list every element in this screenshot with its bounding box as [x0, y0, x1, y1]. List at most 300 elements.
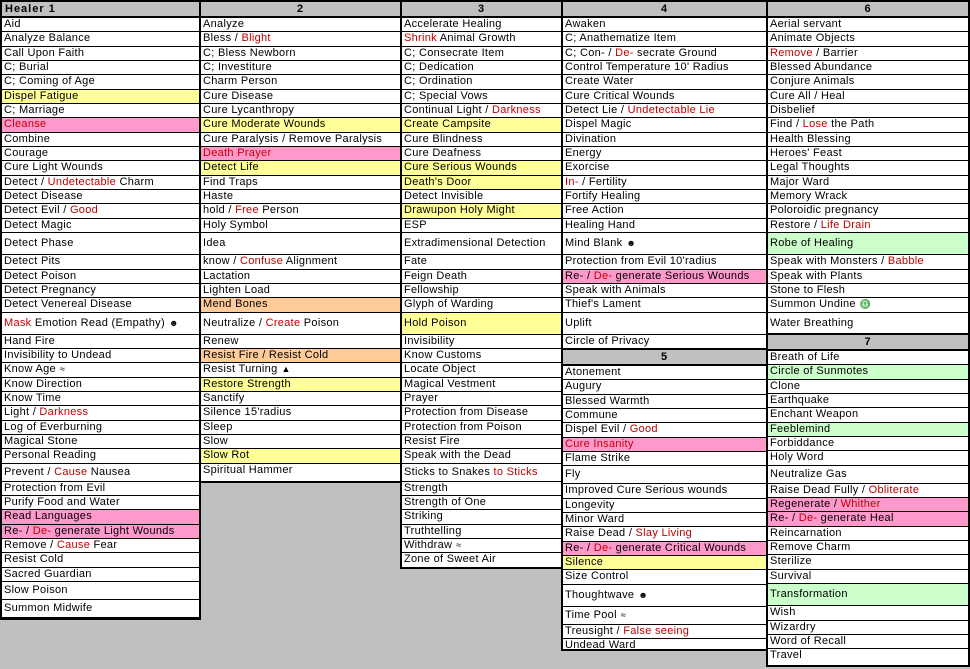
column-header: 6	[768, 2, 968, 18]
spell-row	[768, 394, 968, 408]
spell-text: Confuse	[239, 255, 284, 268]
spell-text: Lactation	[203, 269, 251, 282]
spell-text: Cure Lycanthropy	[203, 104, 295, 117]
spell-text: Resist Fire	[404, 434, 460, 447]
spell-row	[201, 104, 400, 118]
spell-text: Life Drain	[820, 218, 871, 231]
spell-text: / Fertility	[578, 175, 627, 188]
spell-row	[563, 527, 766, 541]
spell-row	[201, 449, 400, 463]
spell-row	[402, 482, 561, 496]
spell-text: Hand Fire	[4, 334, 55, 347]
spell-row	[2, 219, 199, 233]
spell-row	[768, 298, 968, 312]
spell-text: Survival	[770, 569, 812, 582]
spell-text: Remove /	[4, 539, 57, 551]
spell-text: Create Water	[565, 75, 634, 88]
spell-text: Mind Blank	[565, 237, 623, 250]
spell-row	[563, 147, 766, 161]
spell-text: Cure Paralysis / Remove Paralysis	[203, 132, 383, 145]
spell-row	[768, 255, 968, 269]
spell-row	[2, 378, 199, 392]
spell-row	[2, 18, 199, 32]
spell-text: Sanctify	[203, 391, 245, 404]
spell-row	[768, 555, 968, 569]
spell-text: Nausea	[87, 465, 131, 478]
spell-text: Robe of Healing	[770, 237, 854, 250]
spell-text: Strength	[404, 481, 448, 494]
spell-text: Legal Thoughts	[770, 161, 850, 174]
spell-row	[768, 90, 968, 104]
spell-text: Animate Objects	[770, 32, 856, 45]
spell-row	[768, 408, 968, 422]
spell-text: Re- /	[4, 524, 33, 537]
spell-text: Find Traps	[203, 175, 258, 188]
spell-text: Neutralize /	[203, 316, 266, 329]
spell-row	[402, 61, 561, 75]
spell-text: De-	[32, 524, 52, 537]
spell-text: Raise Dead /	[565, 527, 636, 540]
spell-row	[2, 600, 199, 618]
spell-row	[768, 147, 968, 161]
spell-row	[201, 421, 400, 435]
spell-text: Protection from Evil 10'radius	[565, 255, 717, 268]
column-header: 4	[563, 2, 766, 18]
spell-row	[402, 449, 561, 463]
spell-text: C; Investiture	[203, 61, 273, 74]
spell-text: Undetectable Lie	[627, 104, 715, 117]
spell-row	[2, 104, 199, 118]
column-3	[400, 0, 563, 569]
spell-row	[563, 118, 766, 132]
spell-text: Know Customs	[404, 348, 482, 361]
spell-text: Silence	[565, 556, 604, 569]
spell-row	[768, 621, 968, 635]
spell-row	[402, 204, 561, 218]
spell-row	[2, 298, 199, 312]
spell-row	[768, 190, 968, 204]
spell-text: Circle of Privacy	[565, 334, 650, 347]
spell-text: Speak with Animals	[565, 283, 666, 296]
spell-text: Protection from Evil	[4, 481, 106, 494]
spell-row	[768, 584, 968, 606]
spell-row	[2, 233, 199, 255]
spell-row	[768, 75, 968, 89]
spell-text: In-	[565, 175, 579, 188]
spell-row	[768, 541, 968, 555]
column-header: 7	[768, 335, 968, 351]
spell-text: Slow Rot	[203, 449, 250, 462]
spell-text: Detect Pregnancy	[4, 283, 97, 296]
spell-text: Person	[258, 204, 299, 217]
spell-row	[563, 61, 766, 75]
spell-row	[2, 496, 199, 510]
spell-row	[2, 349, 199, 363]
spell-text: Water Breathing	[770, 316, 854, 329]
spell-row	[201, 435, 400, 449]
spell-text: Darkness	[39, 406, 89, 419]
spell-text: Cure Blindness	[404, 132, 483, 145]
spell-text: C; Marriage	[4, 104, 65, 117]
spell-text: Good	[69, 204, 99, 217]
spell-text: Whither	[840, 498, 881, 511]
spell-text: Health Blessing	[770, 132, 851, 145]
spell-text: Call Upon Faith	[4, 46, 85, 59]
spell-row	[2, 464, 199, 482]
spell-text: Magical Vestment	[404, 377, 496, 390]
spell-row	[768, 313, 968, 335]
spell-row	[2, 190, 199, 204]
column-6	[766, 0, 970, 335]
spell-text: Detect Venereal Disease	[4, 298, 132, 311]
spell-text: Improved Cure Serious wounds	[565, 484, 728, 497]
spell-text: Word of Recall	[770, 634, 847, 647]
spell-row	[2, 539, 199, 553]
spell-text: Undetectable	[47, 175, 117, 188]
spell-text: Atonement	[565, 366, 621, 378]
spell-row	[768, 176, 968, 190]
spell-text: Emotion Read (Empathy)	[31, 316, 165, 329]
spell-row	[768, 161, 968, 175]
spell-row	[402, 270, 561, 284]
spell-row	[2, 553, 199, 567]
spell-text: Stone to Flesh	[770, 283, 846, 296]
spell-text: C; Dedication	[404, 61, 474, 74]
spell-row	[2, 510, 199, 524]
spell-text: Earthquake	[770, 394, 830, 407]
spell-row	[563, 585, 766, 607]
moon-icon: ☻	[168, 317, 179, 328]
spell-row	[201, 147, 400, 161]
spell-text: Find /	[770, 118, 803, 131]
spell-text: Circle of Sunmotes	[770, 365, 869, 378]
spell-text: Cure Critical Wounds	[565, 89, 675, 102]
spell-row	[563, 625, 766, 639]
spell-text: Locate Object	[404, 363, 476, 376]
spell-text: Cure Light Wounds	[4, 161, 104, 174]
spell-text: Blight	[241, 32, 271, 45]
spell-row	[563, 204, 766, 218]
spell-text: Truthtelling	[404, 524, 462, 537]
spell-row	[563, 47, 766, 61]
spell-text: Dispel Evil /	[565, 423, 630, 436]
spell-row	[201, 47, 400, 61]
spell-text: Death's Door	[404, 175, 472, 188]
spell-text: hold /	[203, 204, 236, 217]
spell-text: Speak with the Dead	[404, 449, 512, 462]
spell-row	[563, 32, 766, 46]
spell-text: Sacred Guardian	[4, 567, 92, 580]
spell-text: Travel	[770, 649, 802, 662]
spell-text: ESP	[404, 218, 427, 231]
spell-row	[768, 365, 968, 379]
lamp-icon: ♎	[859, 299, 872, 310]
spell-text: Treusight /	[565, 624, 624, 637]
spell-text: False seeing	[623, 624, 690, 637]
spell-row	[563, 75, 766, 89]
spell-text: Re- /	[565, 269, 594, 282]
spell-row	[768, 527, 968, 541]
spell-text: C; Con- /	[565, 46, 616, 59]
spell-row	[563, 452, 766, 466]
spell-text: Slow	[203, 434, 229, 447]
spell-text: Detect Disease	[4, 190, 83, 203]
spell-text: Resist Cold	[4, 553, 64, 566]
spell-text: Control Temperature 10' Radius	[565, 61, 729, 74]
spell-text: Fear	[90, 539, 118, 551]
spell-row	[563, 366, 766, 380]
spell-row	[201, 335, 400, 349]
spell-text: Sticks to Snakes	[404, 465, 494, 478]
spell-text: Divination	[565, 132, 617, 145]
spell-text: Death Prayer	[203, 147, 272, 160]
spell-text: generate Light Wounds	[51, 524, 175, 537]
spell-text: C; Coming of Age	[4, 75, 96, 88]
spell-text: Lighten Load	[203, 283, 271, 296]
spell-text: Fate	[404, 255, 428, 268]
spell-text: Detect Magic	[4, 218, 72, 231]
spell-text: Analyze	[203, 18, 245, 30]
spell-row	[402, 406, 561, 420]
spell-text: Strength of One	[404, 495, 487, 508]
spell-row	[563, 233, 766, 255]
spell-row	[768, 498, 968, 512]
column-5	[561, 348, 768, 651]
spell-row	[402, 298, 561, 312]
spell-row	[768, 451, 968, 465]
spell-text: Analyze Balance	[4, 32, 91, 45]
spell-row	[201, 363, 400, 377]
spell-text: De-	[593, 269, 613, 282]
spell-row	[402, 313, 561, 335]
spell-row	[2, 270, 199, 284]
spell-row	[402, 539, 561, 553]
spell-text: Accelerate Healing	[404, 18, 502, 30]
spell-text: Haste	[203, 190, 234, 203]
aquarius-icon: ≈	[59, 364, 66, 375]
spell-text: Idea	[203, 237, 226, 250]
spell-text: Augury	[565, 380, 602, 393]
spell-row	[2, 147, 199, 161]
spell-row	[201, 270, 400, 284]
spell-text: Poison	[300, 316, 340, 329]
spell-text: Time Pool	[565, 608, 617, 621]
spell-row	[201, 313, 400, 335]
spell-text: Major Ward	[770, 175, 830, 188]
spell-text: Resist Turning	[203, 363, 278, 376]
spell-text: Breath of Life	[770, 351, 840, 363]
spell-row	[2, 90, 199, 104]
spell-text: Know Direction	[4, 377, 83, 390]
spell-row	[201, 161, 400, 175]
spell-text: Detect Evil /	[4, 204, 70, 217]
spell-text: Feign Death	[404, 269, 468, 282]
spell-row	[402, 421, 561, 435]
spell-text: Purify Food and Water	[4, 495, 120, 508]
spell-text: C; Special Vows	[404, 89, 488, 102]
spell-row	[768, 484, 968, 498]
spell-text: Withdraw	[404, 539, 453, 551]
spell-row	[402, 525, 561, 539]
spell-row	[2, 61, 199, 75]
spell-row	[563, 270, 766, 284]
aquarius-icon: ≈	[620, 609, 627, 620]
spell-text: Transformation	[770, 588, 848, 601]
spell-text: Memory Wrack	[770, 190, 848, 203]
spell-row	[768, 118, 968, 132]
spell-text: Renew	[203, 334, 239, 347]
spell-text: De-	[615, 46, 634, 59]
spell-row	[2, 406, 199, 420]
spell-text: Obliterate	[868, 483, 920, 496]
spell-text: Bless /	[203, 32, 242, 45]
spell-text: Cure Moderate Wounds	[203, 118, 326, 131]
spell-text: Animal Growth	[436, 32, 516, 45]
spell-row	[402, 133, 561, 147]
spell-text: Alignment	[283, 255, 338, 268]
spell-text: Feeblemind	[770, 422, 831, 435]
spell-row	[201, 118, 400, 132]
spell-text: Wish	[770, 606, 796, 619]
spell-row	[768, 284, 968, 298]
spell-row	[563, 219, 766, 233]
spell-text: secrate Ground	[633, 46, 718, 59]
spell-row	[563, 438, 766, 452]
spell-text: Detect Poison	[4, 269, 77, 282]
spell-row	[402, 510, 561, 524]
spell-row	[402, 363, 561, 377]
spell-text: Sleep	[203, 420, 233, 433]
spell-row	[201, 233, 400, 255]
spell-row	[768, 512, 968, 526]
spell-text: Sterilize	[770, 555, 812, 568]
spell-text: Restore Strength	[203, 377, 291, 390]
spell-text: Personal Reading	[4, 449, 97, 462]
spell-row	[402, 32, 561, 46]
spell-row	[201, 378, 400, 392]
spell-row	[2, 204, 199, 218]
spell-text: Re- /	[770, 512, 799, 525]
spell-text: Mend Bones	[203, 298, 268, 311]
spell-text: Babble	[887, 255, 924, 268]
spell-row	[768, 18, 968, 32]
spell-row	[768, 270, 968, 284]
spell-text: Aid	[4, 18, 21, 30]
spell-row	[2, 284, 199, 298]
spell-text: Flame Strike	[565, 452, 631, 465]
spell-text: Charm Person	[203, 75, 278, 88]
aquarius-icon: ≈	[456, 540, 462, 550]
spell-row	[201, 204, 400, 218]
spell-text: Light /	[4, 406, 40, 419]
spell-text: Lose	[802, 118, 828, 131]
spell-text: Energy	[565, 147, 602, 160]
spell-row	[201, 219, 400, 233]
spell-row	[402, 104, 561, 118]
spell-text: Shrink	[404, 32, 437, 45]
spell-row	[2, 313, 199, 335]
spell-row	[563, 90, 766, 104]
lamp-icon: ▲	[281, 364, 291, 375]
spell-row	[2, 161, 199, 175]
column-header: Healer 1	[2, 2, 199, 18]
spell-text: Glyph of Warding	[404, 298, 494, 311]
spell-row	[402, 219, 561, 233]
spell-row	[402, 284, 561, 298]
spell-text: C; Consecrate Item	[404, 46, 505, 59]
spell-text: Drawupon Holy Might	[404, 204, 515, 217]
spell-row	[402, 496, 561, 510]
spell-text: Poloroidic pregnancy	[770, 204, 879, 217]
spell-row	[768, 351, 968, 365]
spell-row	[563, 380, 766, 394]
spell-text: Undead Ward	[565, 639, 636, 652]
spell-text: Restore /	[770, 218, 821, 231]
spell-text: Invisibility	[404, 334, 455, 347]
spell-text: Create	[265, 316, 301, 329]
spell-row	[402, 553, 561, 567]
spell-row	[2, 75, 199, 89]
spell-text: Zone of Sweet Air	[404, 553, 496, 566]
spell-text: Protection from Disease	[404, 406, 529, 419]
spell-text: Detect Life	[203, 161, 259, 174]
spell-text: C; Bless Newborn	[203, 46, 296, 59]
spell-text: Continual Light /	[404, 104, 492, 117]
spell-text: Striking	[404, 510, 444, 523]
spell-row	[201, 406, 400, 420]
column-2	[199, 0, 402, 483]
spell-row	[563, 335, 766, 349]
column-7	[766, 333, 970, 667]
spell-row	[402, 435, 561, 449]
spell-row	[2, 449, 199, 463]
spell-row	[563, 639, 766, 653]
spell-row	[768, 380, 968, 394]
spell-text: generate Critical Wounds	[612, 541, 747, 554]
spell-text: Dispel Fatigue	[4, 89, 79, 102]
spell-text: generate Serious Wounds	[612, 269, 750, 282]
spell-text: Size Control	[565, 570, 629, 583]
spell-row	[402, 464, 561, 482]
spell-text: Forbiddance	[770, 437, 835, 450]
spell-row	[563, 513, 766, 527]
spell-text: Charm	[116, 175, 154, 188]
spell-text: Create Campsite	[404, 118, 492, 131]
spell-row	[201, 176, 400, 190]
spell-row	[2, 255, 199, 269]
spell-text: De-	[593, 541, 613, 554]
spell-row	[563, 176, 766, 190]
spell-text: Cure All / Heal	[770, 89, 845, 102]
spell-row	[563, 423, 766, 437]
spell-text: Cause	[54, 465, 88, 478]
spell-text: / Barrier	[812, 46, 858, 59]
spell-row	[201, 464, 400, 478]
spell-text: Summon Undine	[770, 298, 856, 311]
spell-text: Detect Lie /	[565, 104, 628, 117]
spell-text: Know Time	[4, 391, 62, 404]
spell-row	[201, 190, 400, 204]
spell-text: Detect /	[4, 175, 48, 188]
spell-row	[402, 233, 561, 255]
spell-row	[201, 392, 400, 406]
spell-text: Blessed Abundance	[770, 61, 873, 74]
spell-row	[2, 133, 199, 147]
spell-text: Mask	[4, 316, 32, 329]
column-header: 5	[563, 350, 766, 366]
spell-text: Awaken	[565, 18, 606, 30]
spell-row	[2, 525, 199, 539]
